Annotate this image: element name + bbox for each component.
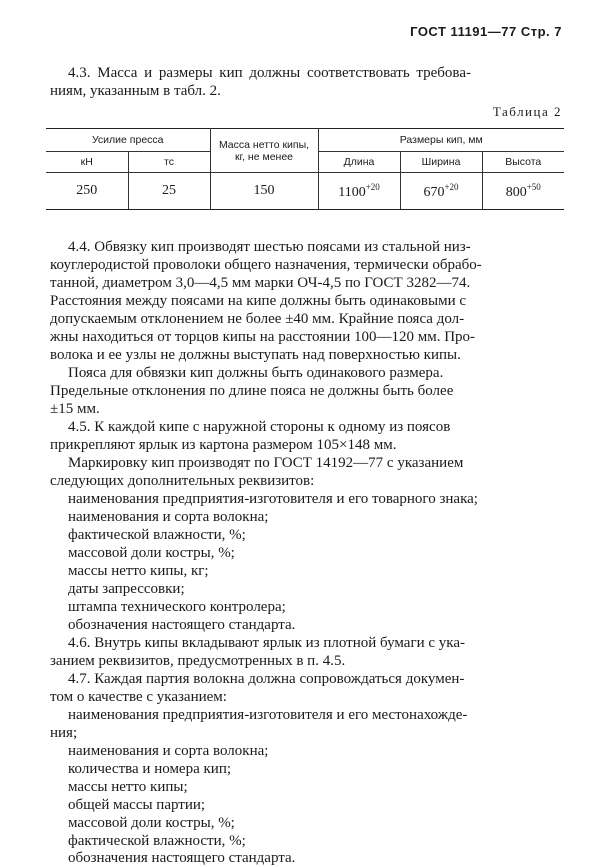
para-4-7-line-2: том о качестве с указанием: bbox=[50, 689, 227, 705]
cell-width bbox=[400, 173, 482, 210]
para-4-3-line-2: ниям, указанным в табл. 2. bbox=[50, 83, 221, 99]
height-value: 800 bbox=[505, 184, 527, 200]
list-item: наименования и сорта волокна; bbox=[68, 743, 269, 759]
para-4-4-line-9: Предельные отклонения по длине пояса не должны быть более bbox=[50, 383, 454, 399]
para-4-3-line-1: 4.3. Масса и размеры кип должны соответствовать требова- bbox=[68, 65, 471, 81]
cell-kn: 250 bbox=[46, 173, 128, 210]
list-item: фактической влажности, %; bbox=[68, 833, 246, 849]
list-item: обозначения настоящего стандарта. bbox=[68, 617, 296, 633]
para-4-4-line-2: коуглеродистой проволоки общего назначения, термически обрабо- bbox=[50, 257, 482, 273]
para-4-4-line-7: волока и ее узлы не должны выступать над поверхностью кипы. bbox=[50, 347, 461, 363]
para-4-4-line-3: танной, диаметром 3,0—4,5 мм марки ОЧ-4,5 по ГОСТ 3282—74. bbox=[50, 275, 471, 291]
para-4-5-line-1: 4.5. К каждой кипе с наружной стороны к одному из поясов bbox=[68, 419, 451, 435]
page-header: ГОСТ 11191—77 Стр. 7 bbox=[410, 24, 562, 39]
list-item: массы нетто кипы, кг; bbox=[68, 563, 209, 579]
list-item: общей массы партии; bbox=[68, 797, 206, 813]
list-item: наименования и сорта волокна; bbox=[68, 509, 269, 525]
header-net-mass: Масса нетто кипы, кг, не менее bbox=[210, 129, 318, 173]
para-4-4-line-4: Расстояния между поясами на кипе должны быть одинаковыми с bbox=[50, 293, 467, 309]
length-tolerance: +20 bbox=[365, 181, 380, 192]
cell-mass: 150 bbox=[210, 173, 318, 210]
list-item: фактической влажности, %; bbox=[68, 527, 246, 543]
header-length: Длина bbox=[318, 152, 400, 173]
para-4-5-line-2: прикрепляют ярлык из картона размером 105×148 мм. bbox=[50, 437, 397, 453]
list-item: обозначения настоящего стандарта. bbox=[68, 850, 296, 866]
para-4-6-line-2: занием реквизитов, предусмотренных в п. 4.5. bbox=[50, 653, 346, 669]
list-item: ния; bbox=[50, 725, 78, 741]
header-kn: кН bbox=[46, 152, 128, 173]
width-value: 670 bbox=[423, 184, 445, 200]
header-dimensions: Размеры кип, мм bbox=[318, 129, 564, 152]
list-item: даты запрессовки; bbox=[68, 581, 185, 597]
cell-ts: 25 bbox=[128, 173, 210, 210]
width-tolerance: +20 bbox=[444, 181, 459, 192]
para-4-5-line-3: Маркировку кип производят по ГОСТ 14192—77 с указанием bbox=[68, 455, 464, 471]
list-item: наименования предприятия-изготовителя и его товарного знака; bbox=[68, 491, 478, 507]
para-4-6-line-1: 4.6. Внутрь кипы вкладывают ярлык из плотной бумаги с ука- bbox=[68, 635, 466, 651]
para-4-7-line-1: 4.7. Каждая партия волокна должна сопровождаться докумен- bbox=[68, 671, 465, 687]
length-value: 1100 bbox=[338, 184, 366, 200]
header-press-force: Усилие пресса bbox=[46, 129, 210, 152]
para-4-4-line-10: ±15 мм. bbox=[50, 401, 100, 417]
table-caption: Таблица 2 bbox=[492, 104, 562, 119]
cell-height bbox=[482, 173, 564, 210]
table-row bbox=[46, 173, 564, 210]
list-item: массовой доли костры, %; bbox=[68, 545, 235, 561]
cell-length bbox=[318, 173, 400, 210]
para-4-4-line-8: Пояса для обвязки кип должны быть одинакового размера. bbox=[68, 365, 444, 381]
header-height: Высота bbox=[482, 152, 564, 173]
height-tolerance: +50 bbox=[526, 181, 541, 192]
list-item: количества и номера кип; bbox=[68, 761, 232, 777]
header-ts: тс bbox=[128, 152, 210, 173]
para-4-4-line-5: допускаемым отклонением не более ±40 мм. Крайние пояса дол- bbox=[50, 311, 465, 327]
list-item: массы нетто кипы; bbox=[68, 779, 188, 795]
para-4-4-line-6: жны находиться от торцов кипы на расстоянии 100—120 мм. Про- bbox=[50, 329, 476, 345]
header-width: Ширина bbox=[400, 152, 482, 173]
list-item: наименования предприятия-изготовителя и его местонахожде- bbox=[68, 707, 468, 723]
para-4-4-line-1: 4.4. Обвязку кип производят шестью поясами из стальной низ- bbox=[68, 239, 471, 255]
table-2 bbox=[46, 128, 564, 210]
para-4-5-line-4: следующих дополнительных реквизитов: bbox=[50, 473, 315, 489]
list-item: штампа технического контролера; bbox=[68, 599, 286, 615]
list-item: массовой доли костры, %; bbox=[68, 815, 235, 831]
